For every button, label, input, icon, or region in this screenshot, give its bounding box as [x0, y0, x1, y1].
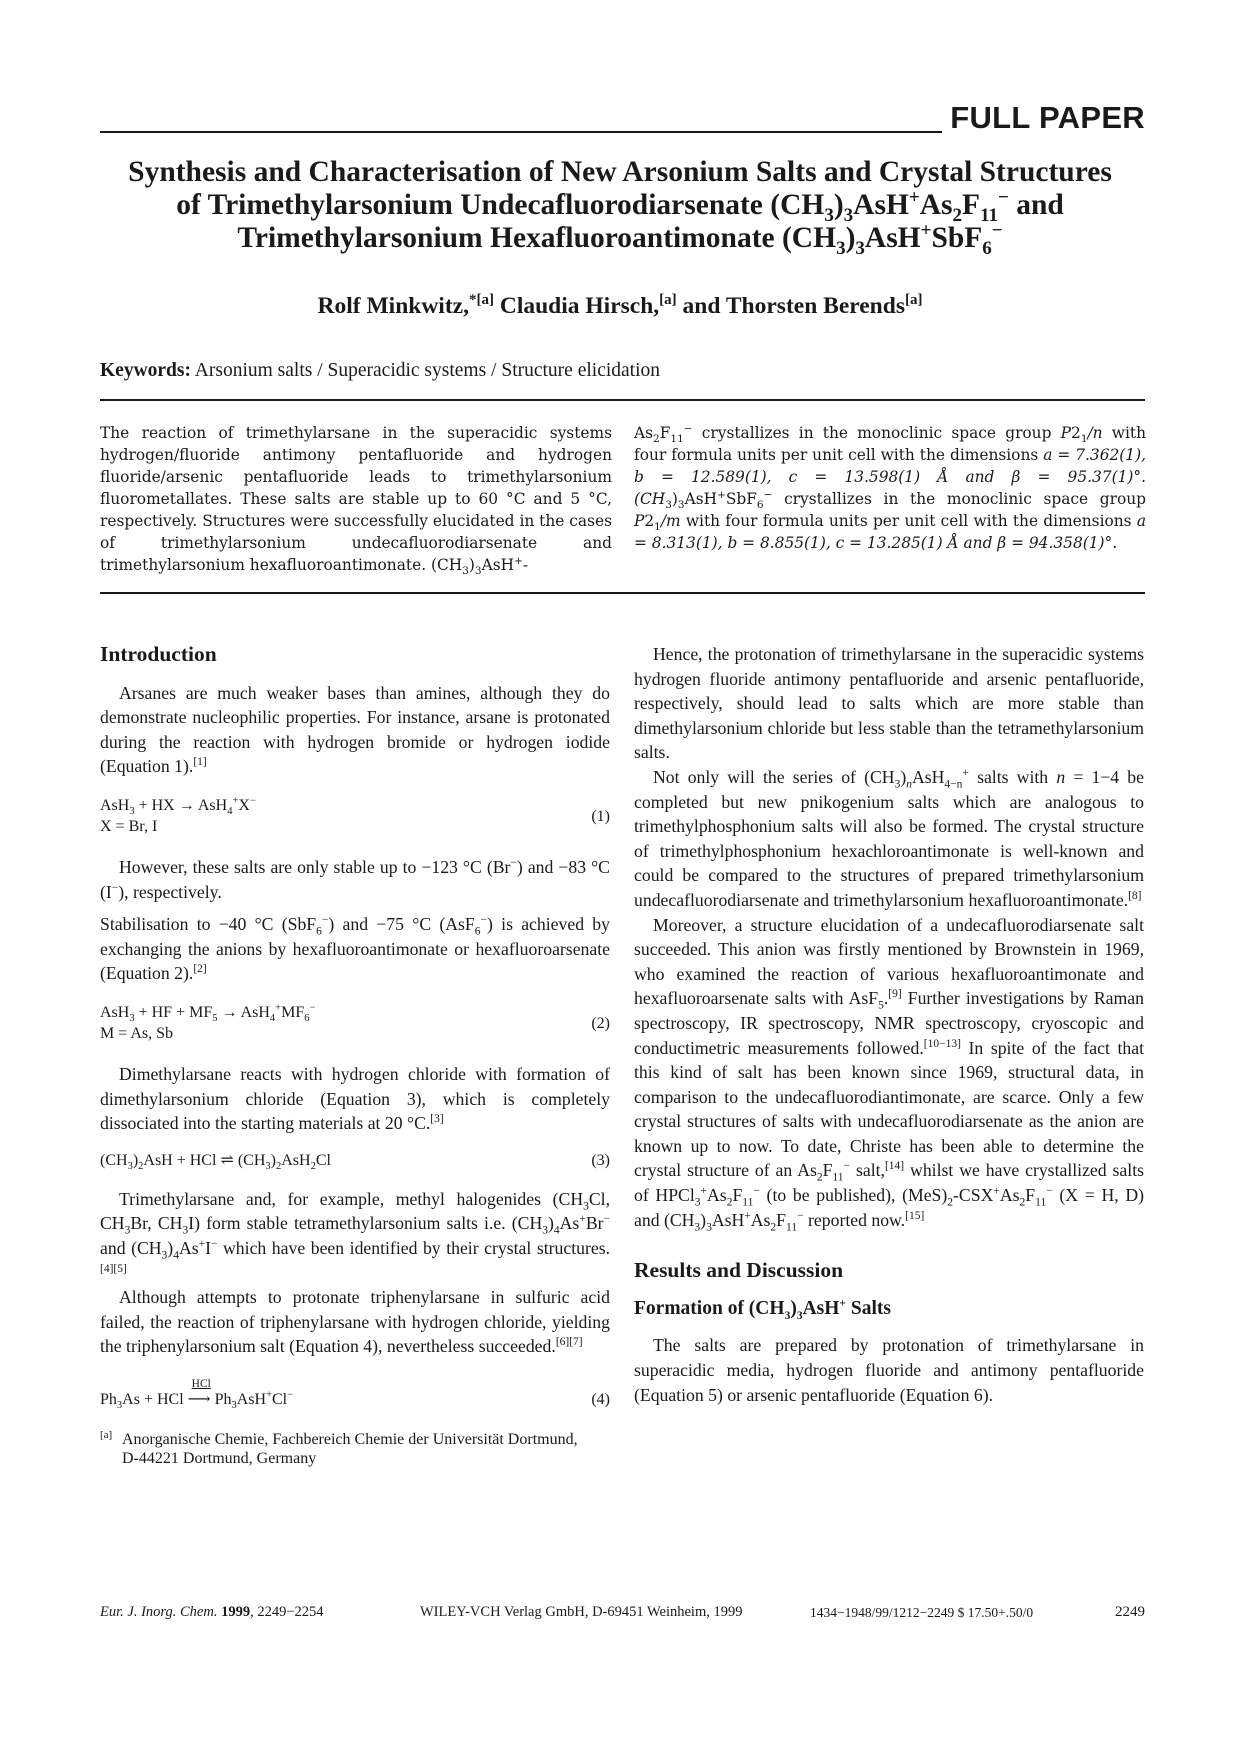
author-list: Rolf Minkwitz,$^{*[a]}$ Claudia Hirsch,[a] and Thorsten Berends[a]	[317, 292, 923, 319]
equation-2-number: (2)	[591, 1014, 610, 1032]
right-paragraph-1: Hence, the protonation of trimethylarsane in the superacidic systems hydrogen fluoride antimony pentafluoride and arsenic pentafluoride, respectively, should lead to salts which are more stable than dimethylarsonium chloride but less stable than the tetramethylarsonium salts.	[634, 644, 1144, 763]
equation-4: $Ph_3As$ + HCl HCl ⟶ $Ph_3AsH^+Cl^-$ (4)	[100, 1377, 610, 1412]
introduction-heading: Introduction	[100, 642, 217, 666]
equation-2: AsH$_3$ + HF + $MF_5 \to AsH_4^+MF_6^-$ M = As, Sb (2)	[100, 1002, 610, 1042]
intro-paragraph-4: Dimethylarsane reacts with hydrogen chloride with formation of dimethylarsonium chloride (Equation 3), which is completely dissociated into the starting materials at 20 °C.[3]	[100, 1063, 610, 1134]
title-line-2: of Trimethylarsonium Undecafluorodiarsenate $(CH_3)_3AsH^+As_2F_{11}^-$ and	[176, 187, 1064, 226]
footer-citation: Eur. J. Inorg. Chem. 1999, 2249−2254	[100, 1604, 324, 1620]
keywords-text: Arsonium salts / Superacidic systems / Structure elicidation	[191, 360, 661, 381]
abstract-bottom-rule	[100, 592, 1145, 594]
equation-4-number: (4)	[591, 1390, 610, 1408]
keywords	[100, 360, 660, 382]
intro-paragraph-6: Although attempts to protonate triphenylarsane in sulfuric acid failed, the reaction of triphenylarsane with hydrogen chloride, yielding the triphenylarsonium salt (Equation 4), nevertheless succeeded.[6][7]	[100, 1287, 610, 1357]
results-heading: Results and Discussion	[634, 1258, 844, 1283]
page-number: 2249	[1115, 1604, 1145, 1620]
right-paragraph-3: Moreover, a structure elucidation of a undecafluorodiarsenate salt succeeded. This anion was firstly mentioned by Brownstein in 1969, who examined the reaction of various hexafluoroantimonate and hexafluoroarsenate salts with AsF$_5$.[9] Further investigations by Raman spectroscopy, IR spectroscopy, NMR spectroscopy, cryoscopic and conductimetric measurements followed.[10−13] In spite of the fact that this kind of salt has been known since 1969, structural data, in comparison to the undecafluorodiantimonate, are scarce. Only a few crystal structures of salts with undecafluorodiarsenate as the anion are known up to now. To date, Christe has been able to determine the crystal structure of an $As_2F_{11}^-$ salt,[14] whilst we have crystallized salts of $HPCl_3^+As_2F_{11}^-$ (to be published), $(MeS)_2-CSX^+As_2F_{11}^-$ (X = H, D) and $(CH_3)_3AsH^+As_2F_{11}^-$ reported now.[15]	[634, 914, 1144, 1234]
right-paragraph-4: The salts are prepared by protonation of trimethylarsane in superacidic media, hydrogen fluoride and antimony pentafluoride (Equation 5) or arsenic pentafluoride (Equation 6).	[634, 1335, 1144, 1405]
body-left-column	[100, 642, 610, 1468]
header-rule	[100, 131, 942, 133]
equation-1-number: (1)	[591, 807, 610, 825]
footer-publisher: WILEY-VCH Verlag GmbH, D-69451 Weinheim, 1999	[420, 1604, 743, 1620]
intro-paragraph-3: Stabilisation to −40 °C (SbF$_6$−) and −75 °C (AsF$_6$−) is achieved by exchanging the anions by hexafluoroantimonate or hexafluoroarsenate (Equation 2).[2]	[100, 914, 610, 984]
paper-title	[95, 156, 1145, 259]
abstract-left: The reaction of trimethylarsane in the superacidic systems hydrogen/fluoride antimony pentafluoride and hydrogen fluoride/arsenic pentafluoride leads to trimethylarsonium fluorometallates. These salts are stable up to 60 °C and 5 °C, respectively. Structures were successfully elucidated in the cases of trimethylarsonium undecafluorodiarsenate and trimethylarsonium hexafluoroantimonate. $(CH_3)_3AsH^+-$	[100, 424, 612, 578]
section-label: FULL PAPER	[950, 100, 1145, 135]
title-line-3: Trimethylarsonium Hexafluoroantimonate $(CH_3)_3AsH^+SbF_6^-$	[237, 220, 1003, 259]
equation-3-number: (3)	[591, 1151, 610, 1169]
equation-1: AsH$_3$ + HX → AsH$_4$+X− X = Br, I (1)	[100, 795, 610, 835]
abstract-right: $As_2F_{11}^-$ crystallizes in the monoclinic space group $P2_1/n$ with four formula units per unit cell with the dimensions a = 7.362(1), b = 12.589(1), c = 13.598(1) Å and β = 95.37(1)°. $(CH_3)_3AsH^+SbF_6^-$ crystallizes in the monoclinic space group $P2_1/m$ with four formula units per unit cell with the dimensions a = 8.313(1), b = 8.855(1), c = 13.285(1) Å and β = 94.358(1)°.	[634, 422, 1146, 552]
intro-paragraph-2: However, these salts are only stable up to −123 °C (Br−) and −83 °C (I−), respectively.	[100, 856, 610, 902]
intro-paragraph-5: Trimethylarsane and, for example, methyl halogenides ($CH_3Cl$, $CH_3Br$, $CH_3I$) form stable tetramethylarsonium salts i.e. $(CH_3)_4As^+Br^-$ and $(CH_3)_4As^+I^-$ which have been identified by their crystal structures.[4][5]	[100, 1188, 611, 1275]
formation-subheading: Formation of $(CH_3)_3AsH^+$ Salts	[634, 1297, 891, 1322]
keywords-label: Keywords:	[100, 360, 191, 381]
affiliation-footnote: [a] Anorganische Chemie, Fachbereich Chemie der Universität Dortmund, D-44221 Dortmund, Germany	[100, 1428, 578, 1467]
body-right-column	[634, 642, 1144, 1407]
title-line-1: Synthesis and Characterisation of New Arsonium Salts and Crystal Structures	[128, 156, 1112, 188]
equation-3: $(CH_3)_2AsH$ + HCl ⇌ $(CH_3)_2AsH_2Cl$ (3)	[100, 1151, 610, 1172]
abstract-top-rule	[100, 399, 1145, 401]
footer-issn: 1434−1948/99/1212−2249 $ 17.50+.50/0	[810, 1605, 1034, 1620]
intro-paragraph-1: Arsanes are much weaker bases than amines, although they do demonstrate nucleophilic properties. For instance, arsane is protonated during the reaction with hydrogen bromide or hydrogen iodide (Equation 1).[1]	[100, 682, 610, 777]
right-paragraph-2: Not only will the series of $(CH_3)_nAsH_{4-n}^+$ salts with n = 1−4 be completed but new pnikogenium salts which are analogous to trimethylphosphonium salts will also be formed. The crystal structure of trimethylphosphonium hexachloroantimonate is well-known and could be compared to the structures of prepared trimethylarsonium undecafluorodiarsenate and trimethylarsonium hexafluoroantimonate.[8]	[634, 766, 1144, 910]
